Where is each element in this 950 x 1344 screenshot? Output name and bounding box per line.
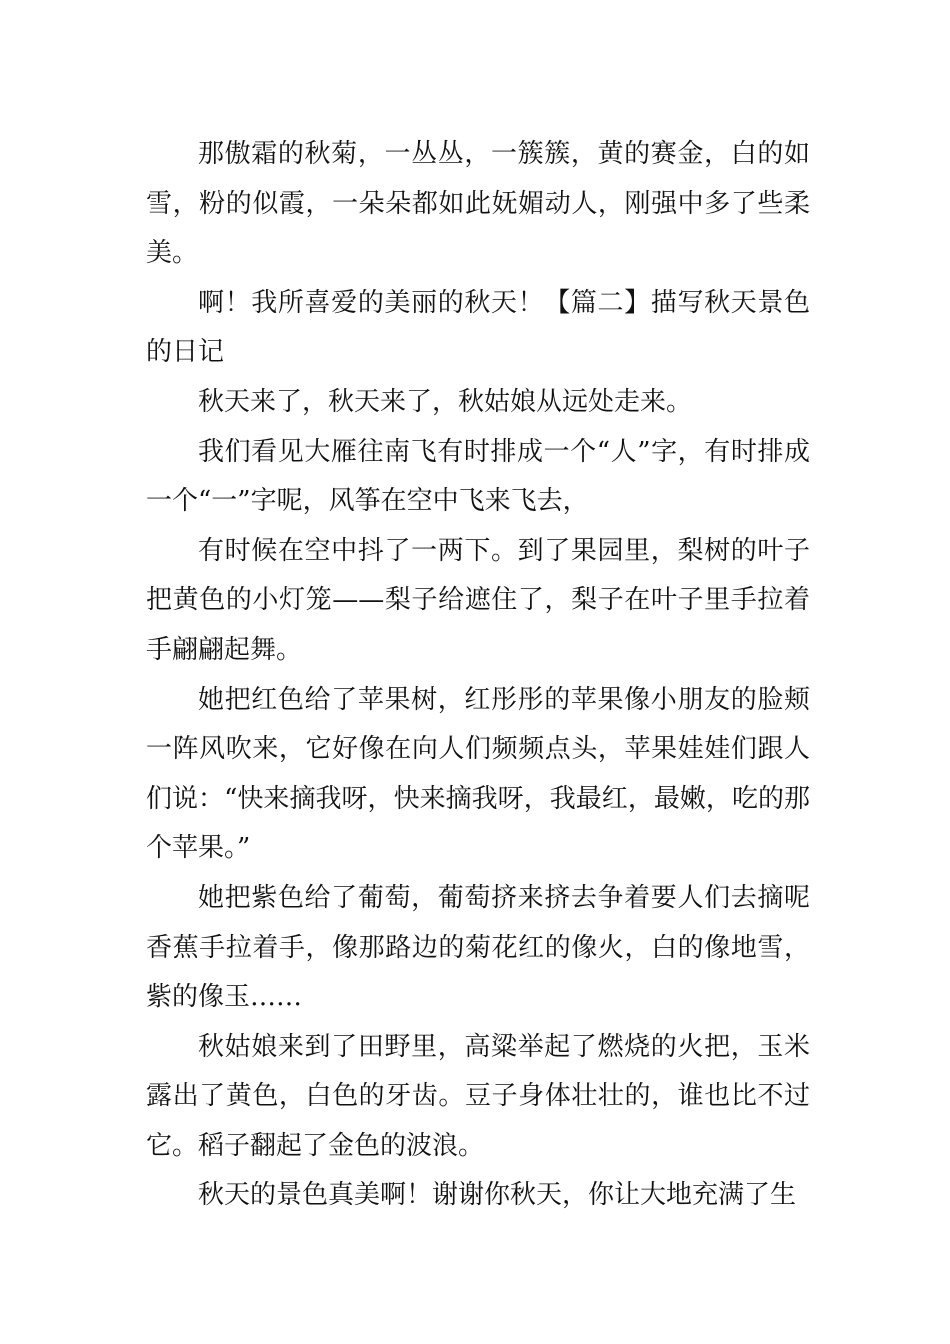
paragraph: 有时候在空中抖了一两下。到了果园里，梨树的叶子把黄色的小灯笼——梨子给遮住了，梨子在叶子里手拉着手翩翩起舞。: [146, 535, 810, 665]
paragraph: 秋天来了，秋天来了，秋姑娘从远处走来。: [198, 386, 693, 417]
paragraph: 她把紫色给了葡萄，葡萄挤来挤去争着要人们去摘呢香蕉手拉着手，像那路边的菊花红的像火，白的像地雪，紫的像玉……: [146, 882, 810, 1013]
paragraph: 秋天的景色真美啊！谢谢你秋天，你让大地充满了生: [198, 1180, 797, 1211]
paragraph: 啊！我所喜爱的美丽的秋天！【篇二】描写秋天景色的日记: [146, 287, 810, 368]
paragraph: 她把红色给了苹果树，红彤彤的苹果像小朋友的脸颊一阵风吹来，它好像在向人们频频点头，苹果娃娃们跟人们说：“快来摘我呀，快来摘我呀，我最红，最嫩，吃的那个苹果。”: [146, 684, 810, 864]
paragraph: 我们看见大雁往南飞有时排成一个“人”字，有时排成一个“一”字呢，风筝在空中飞来飞去，: [146, 436, 810, 517]
paragraph: 秋姑娘来到了田野里，高粱举起了燃烧的火把，玉米露出了黄色，白色的牙齿。豆子身体壮壮的，谁也比不过它。稻子翻起了金色的波浪。: [146, 1031, 810, 1161]
paragraph: 那傲霜的秋菊，一丛丛，一簇簇，黄的赛金，白的如雪，粉的似霞，一朵朵都如此妩媚动人，刚强中多了些柔美。: [146, 139, 810, 269]
document-body: [146, 130, 810, 1221]
